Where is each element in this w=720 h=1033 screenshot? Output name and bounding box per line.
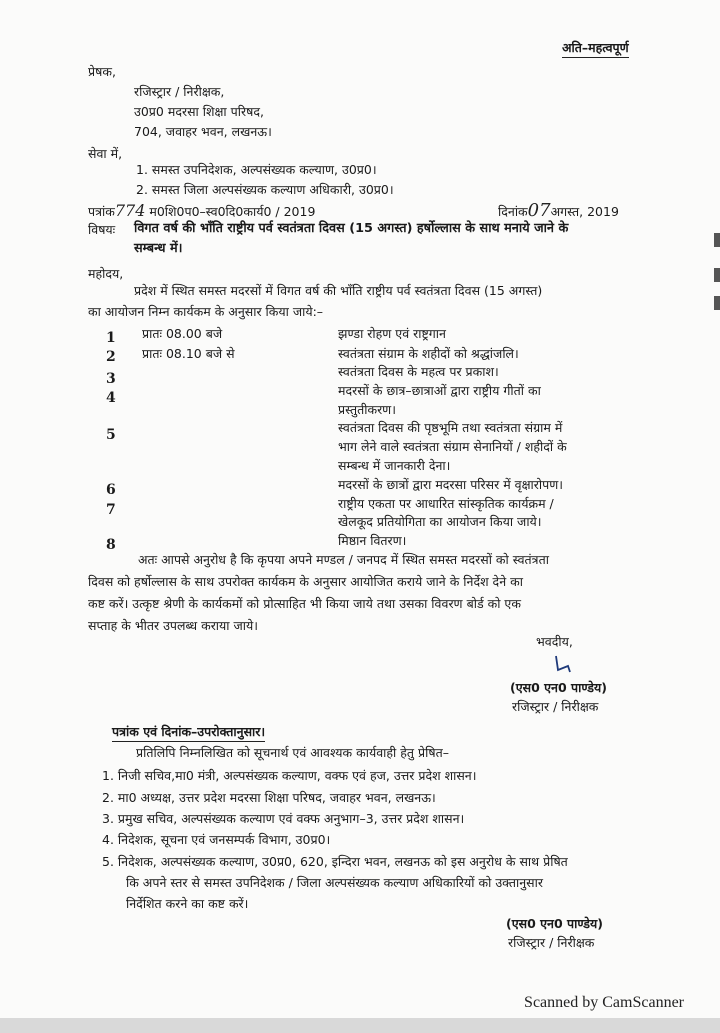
program-number: 4	[106, 390, 116, 406]
closing: भवदीय,	[536, 634, 573, 649]
priority-label: अति–महत्वपूर्ण	[562, 40, 629, 58]
program-item: प्रस्तुतीकरण।	[338, 402, 396, 417]
recipient-label: सेवा में,	[88, 146, 123, 161]
ref-number: 774	[114, 201, 146, 220]
request-line: सप्ताह के भीतर उपलब्ध कराया जाये।	[88, 618, 259, 633]
copy-item: कि अपने स्तर से समस्त उपनिदेशक / जिला अल्पसंख्यक कल्याण अधिकारियों को उक्तानुसार	[126, 875, 543, 890]
scanner-watermark: Scanned by CamScanner	[524, 994, 684, 1011]
program-item: स्वतंत्रता दिवस के महत्व पर प्रकाश।	[338, 364, 499, 379]
ref-prefix: पत्रांक	[88, 204, 115, 219]
subject-line: विगत वर्ष की भाँति राष्ट्रीय पर्व स्वतंत्रता दिवस (15 अगस्त) हर्षोल्लास के साथ मनाये जाने के	[134, 221, 569, 236]
copy-intro: प्रतिलिपि निम्नलिखित को सूचनार्थ एवं आवश्यक कार्यवाही हेतु प्रेषित–	[136, 745, 449, 760]
date-day: 07	[527, 200, 551, 221]
copy-item: 3. प्रमुख सचिव, अल्पसंख्यक कल्याण एवं वक्फ अनुभाग–3, उत्तर प्रदेश शासन।	[102, 811, 465, 826]
program-item: सम्बन्ध में जानकारी देना।	[338, 458, 451, 473]
ref-suffix: म0शि0प0–स्व0दि0कार्य0 / 2019	[149, 204, 316, 219]
recipient-line: 1. समस्त उपनिदेशक, अल्पसंख्यक कल्याण, उ0प्र0।	[136, 162, 377, 177]
copy-item: 4. निदेशक, सूचना एवं जनसम्पर्क विभाग, उ0प्र0।	[102, 832, 331, 847]
signatory-name-copy: (एस0 एन0 पाण्डेय)	[506, 916, 603, 931]
program-number: 2	[106, 349, 116, 365]
program-number: 5	[106, 427, 116, 443]
program-item: मदरसों के छात्रों द्वारा मदरसा परिसर में वृक्षारोपण।	[338, 477, 564, 492]
program-number: 3	[106, 371, 116, 387]
program-time: प्रातः 08.10 बजे से	[142, 346, 235, 361]
subject-line: सम्बन्ध में।	[134, 241, 183, 256]
signatory-designation: रजिस्ट्रार / निरीक्षक	[512, 699, 599, 714]
recipient-line: 2. समस्त जिला अल्पसंख्यक कल्याण अधिकारी, उ0प्र0।	[136, 182, 394, 197]
request-line: कष्ट करें। उत्कृष्ट श्रेणी के कार्यकमों को प्रोत्साहित भी किया जाये तथा उसका विवरण बोर्ड को एक	[88, 596, 521, 611]
sender-line: उ0प्र0 मदरसा शिक्षा परिषद,	[134, 104, 264, 119]
program-item: मिष्ठान वितरण।	[338, 533, 407, 548]
request-line: दिवस को हर्षोल्लास के साथ उपरोक्त कार्यकम के अनुसार आयोजित कराये जाने के निर्देश देने का	[88, 574, 523, 589]
copy-item: 2. मा0 अध्यक्ष, उत्तर प्रदेश मदरसा शिक्षा परिषद, जवाहर भवन, लखनऊ।	[102, 790, 436, 805]
scan-edge-mark	[714, 296, 720, 310]
signatory-designation-copy: रजिस्ट्रार / निरीक्षक	[508, 935, 595, 950]
copy-item: 1. निजी सचिव,मा0 मंत्री, अल्पसंख्यक कल्याण, वक्फ एवं हज, उत्तर प्रदेश शासन।	[102, 768, 477, 783]
reference-line	[88, 203, 315, 220]
copy-item: 5. निदेशक, अल्पसंख्यक कल्याण, उ0प्र0, 620, इन्दिरा भवन, लखनऊ को इस अनुरोध के साथ प्रेषित	[102, 854, 568, 869]
program-item: स्वतंत्रता संग्राम के शहीदों को श्रद्धांजलि।	[338, 346, 519, 361]
signature-mark	[550, 652, 580, 676]
copy-item: निर्देशित करने का कष्ट करें।	[126, 896, 249, 911]
copy-heading: पत्रांक एवं दिनांक–उपरोक्तानुसार।	[112, 724, 265, 742]
request-line: अतः आपसे अनुरोध है कि कृपया अपने मण्डल / जनपद में स्थित समस्त मदरसों को स्वतंत्रता	[138, 552, 549, 567]
date-line	[498, 200, 619, 221]
program-time: प्रातः 08.00 बजे	[142, 326, 223, 341]
program-item: मदरसों के छात्र–छात्राओं द्वारा राष्ट्रीय गीतों का	[338, 383, 541, 398]
date-prefix: दिनांक	[498, 204, 528, 219]
sender-line: 704, जवाहर भवन, लखनऊ।	[134, 124, 272, 139]
sender-line: रजिस्ट्रार / निरीक्षक,	[134, 84, 225, 99]
program-item: झण्डा रोहण एवं राष्ट्रगान	[338, 326, 446, 341]
program-number: 7	[106, 502, 116, 518]
program-number: 8	[106, 537, 116, 553]
program-number: 6	[106, 482, 116, 498]
program-item: राष्ट्रीय एकता पर आधारित सांस्कृतिक कार्यक्रम /	[338, 496, 554, 511]
program-item: स्वतंत्रता दिवस की पृष्ठभूमि तथा स्वतंत्रता संग्राम में	[338, 420, 563, 435]
intro-line: प्रदेश में स्थित समस्त मदरसों में विगत वर्ष की भाँति राष्ट्रीय पर्व स्वतंत्रता दिवस (15 अगस्त)	[134, 283, 543, 298]
subject-label: विषयः	[88, 222, 116, 237]
intro-line: का आयोजन निम्न कार्यकम के अनुसार किया जाये:–	[88, 304, 324, 319]
program-item: भाग लेने वाले स्वतंत्रता संग्राम सेनानियों / शहीदों के	[338, 439, 567, 454]
program-item: खेलकूद प्रतियोगिता का आयोजन किया जाये।	[338, 514, 542, 529]
salutation: महोदय,	[88, 266, 124, 281]
scan-edge-mark	[714, 233, 720, 247]
sender-label: प्रेषक,	[88, 64, 116, 79]
scan-edge-mark	[714, 268, 720, 282]
signatory-name: (एस0 एन0 पाण्डेय)	[510, 680, 607, 695]
date-suffix: अगस्त, 2019	[550, 204, 619, 219]
program-number: 1	[106, 330, 116, 346]
